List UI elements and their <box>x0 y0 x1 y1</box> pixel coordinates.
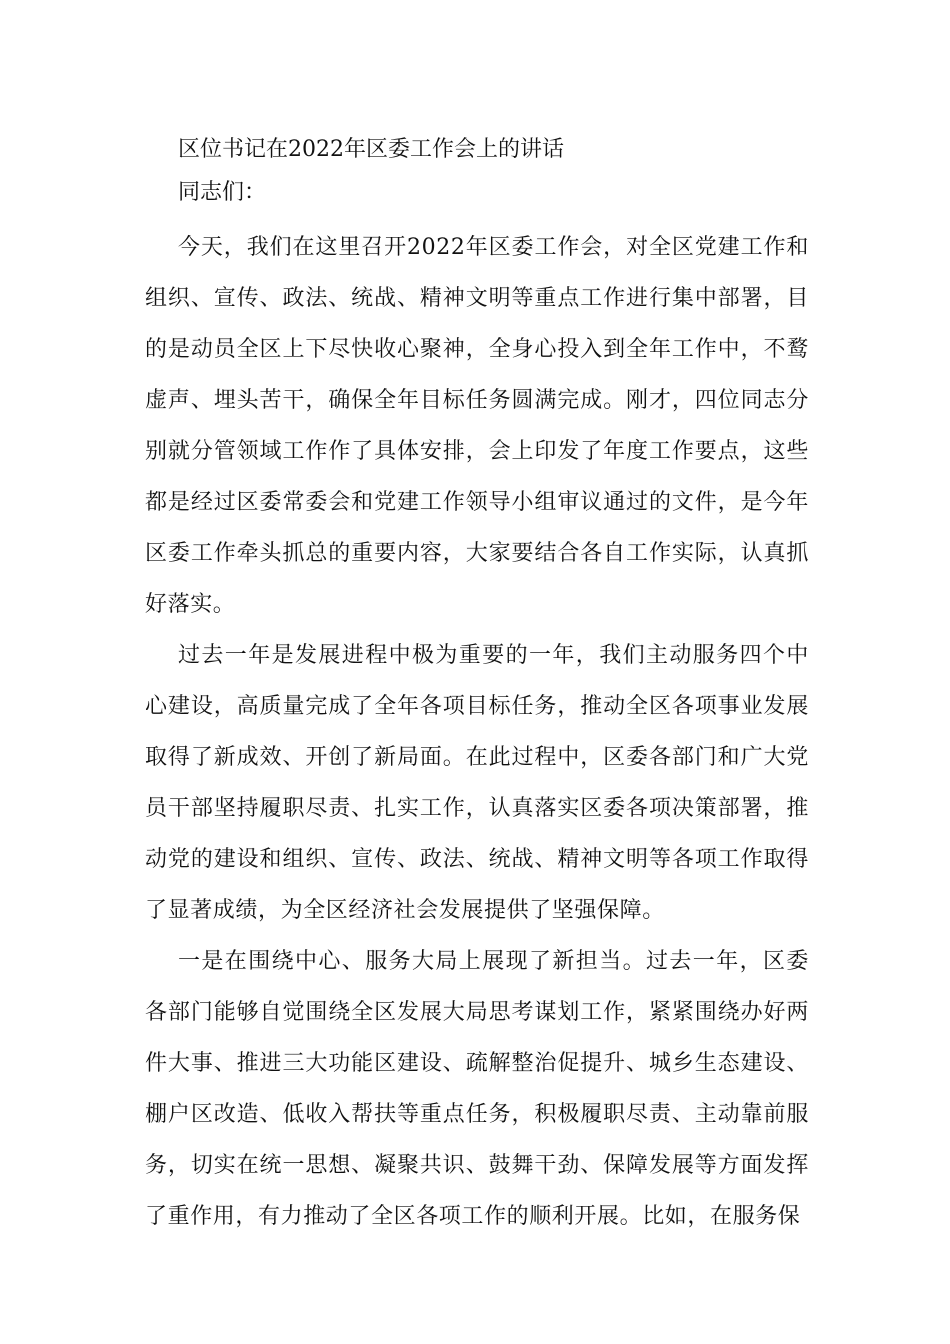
paragraph-review: 过去一年是发展进程中极为重要的一年，我们主动服务四个中心建设，高质量完成了全年各项目标任务，推动全区各项事业发展取得了新成效、开创了新局面。在此过程中，区委各部门和广大党员干部坚持履职尽责、扎实工作，认真落实区委各项决策部署，推动党的建设和组织、宣传、政法、统战、精神文明等各项工作取得了显著成绩，为全区经济社会发展提供了坚强保障。 <box>145 643 809 923</box>
paragraph-opening: 今天，我们在这里召开2022年区委工作会，对全区党建工作和组织、宣传、政法、统战、精神文明等重点工作进行集中部署，目的是动员全区上下尽快收心聚神，全身心投入到全年工作中，不鹜虚声、埋头苦干，确保全年目标任务圆满完成。刚才，四位同志分别就分管领域工作作了具体安排，会上印发了年度工作要点，这些都是经过区委常委会和党建工作领导小组审议通过的文件，是今年区委工作牵头抓总的重要内容，大家要结合各自工作实际，认真抓好落实。 <box>145 235 809 617</box>
salutation: 同志们： <box>178 180 267 205</box>
document-body <box>145 128 809 1242</box>
document-title: 区位书记在2022年区委工作会上的讲话 <box>178 137 564 162</box>
paragraph-point-one: 一是在围绕中心、服务大局上展现了新担当。过去一年，区委各部门能够自觉围绕全区发展大局思考谋划工作，紧紧围绕办好两件大事、推进三大功能区建设、疏解整治促提升、城乡生态建设、棚户区改造、低收入帮扶等重点任务，积极履职尽责、主动靠前服务，切实在统一思想、凝聚共识、鼓舞干劲、保障发展等方面发挥了重作用，有力推动了全区各项工作的顺利开展。比如，在服务保 <box>145 949 809 1229</box>
